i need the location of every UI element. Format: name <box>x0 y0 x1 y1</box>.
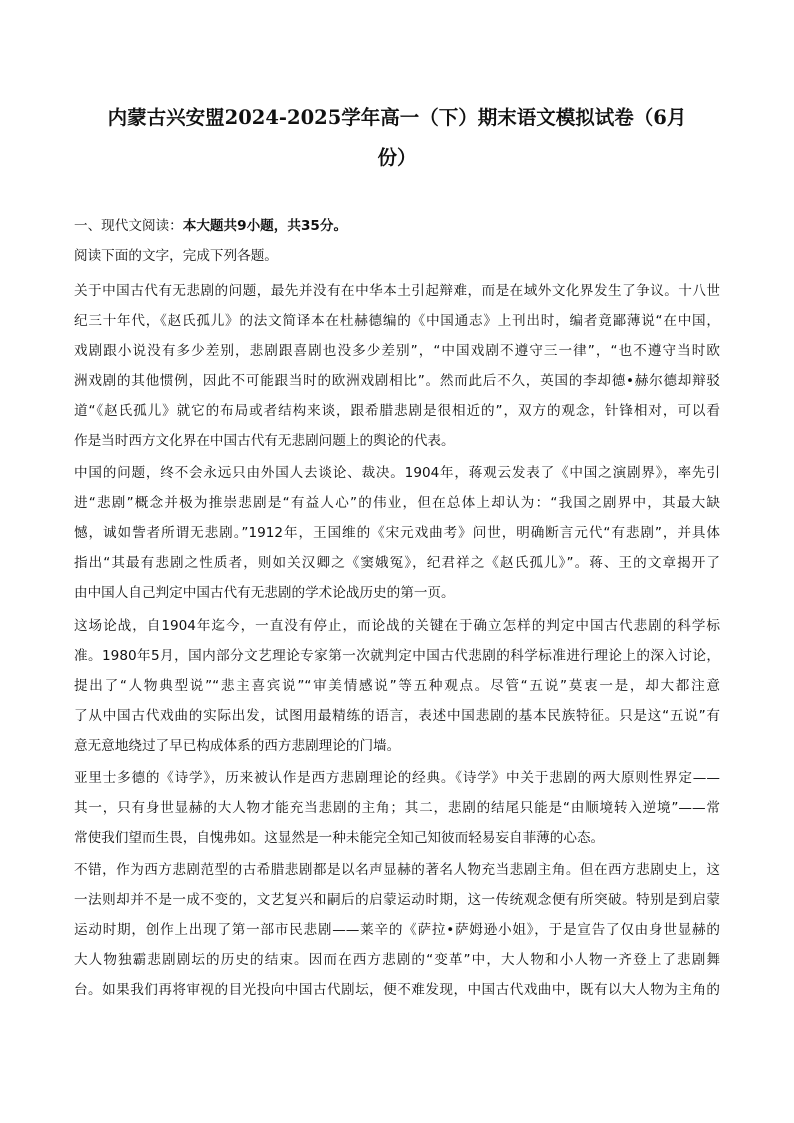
text-line: 亚里士多德的《诗学》，历来被认作是西方悲剧理论的经典。《诗学》中关于悲剧的两大原则性界定—— <box>74 770 720 786</box>
text-line: 戏剧跟小说没有多少差别，悲剧跟喜剧也没多少差别”，“中国戏剧不遵守三一律”，“也不遵守当时欧 <box>74 343 720 359</box>
text-line: 运动时期，创作上出现了第一部市民悲剧——莱辛的《萨拉•萨姆逊小姐》，于是宣告了仅由身世显赫的 <box>74 922 720 938</box>
text-line: 了从中国古代戏曲的实际出发，试图用最精练的语言，表述中国悲剧的基本民族特征。只是这“五说”有 <box>74 708 720 724</box>
section-prefix: 一、现代文阅读： <box>74 218 183 234</box>
instruction-text: 阅读下面的文字，完成下列各题。 <box>74 248 278 264</box>
text-line: 道“《赵氏孤儿》就它的布局或者结构来谈，跟希腊悲剧是很相近的”，双方的观念，针锋相对，可以看 <box>74 403 720 419</box>
text-line: 大人物独霸悲剧剧坛的历史的结束。因而在西方悲剧的“变革”中，大人物和小人物一齐登上了悲剧舞 <box>74 952 720 968</box>
text-line: 一法则却并不是一成不变的，文艺复兴和嗣后的启蒙运动时期，这一传统观念便有所突破。特别是到启蒙 <box>74 892 720 908</box>
document-title-line-2: 份） <box>377 146 417 169</box>
text-line: 纪三十年代，《赵氏孤儿》的法文简译本在杜赫德编的《中国通志》上刊出时，编者竟鄙薄说“在中国， <box>74 313 720 329</box>
text-line: 准。1980年5月，国内部分文艺理论专家第一次就判定中国古代悲剧的科学标准进行理论上的深入讨论， <box>74 648 720 664</box>
text-line: 台。如果我们再将审视的目光投向中国古代剧坛，便不难发现，中国古代戏曲中，既有以大人物为主角的 <box>74 982 720 998</box>
text-line: 常使我们望而生畏，自愧弗如。这显然是一种未能完全知己知彼而轻易妄自菲薄的心态。 <box>74 830 605 846</box>
text-line: 这场论战，自1904年迄今，一直没有停止，而论战的关键在于确立怎样的判定中国古代悲剧的科学标 <box>74 618 720 634</box>
text-line: 进“悲剧”概念并极为推崇悲剧是“有益人心”的伟业，但在总体上却认为：“我国之剧界中，其最大缺 <box>74 495 720 511</box>
text-line: 关于中国古代有无悲剧的问题，最先并没有在中华本土引起辩难，而是在域外文化界发生了争议。十八世 <box>74 283 720 299</box>
section-heading <box>74 211 720 241</box>
text-line: 指出“其最有悲剧之性质者，则如关汉卿之《窦娥冤》，纪君祥之《赵氏孤儿》”。蒋、王的文章揭开了 <box>74 555 720 571</box>
text-line: 由中国人自己判定中国古代有无悲剧的学术论战历史的第一页。 <box>74 585 455 601</box>
text-line: 意无意地绕过了早已构成体系的西方悲剧理论的门墙。 <box>74 738 401 754</box>
text-line: 提出了“人物典型说”“悲主喜宾说”“审美情感说”等五种观点。尽管“五说”莫衷一是，却大都注意 <box>74 678 720 694</box>
text-line: 其一，只有身世显赫的大人物才能充当悲剧的主角；其二，悲剧的结尾只能是“由顺境转入逆境”——常 <box>74 800 720 816</box>
document-title-line-1: 内蒙古兴安盟2024-2025学年高一（下）期末语文模拟试卷（6月 <box>107 106 687 129</box>
text-line: 洲戏剧的其他惯例，因此不可能跟当时的欧洲戏剧相比”。然而此后不久，英国的李却德•赫尔德却辩驳 <box>74 373 720 389</box>
text-line: 憾，诚如訾者所谓无悲剧。”1912年，王国维的《宋元戏曲考》问世，明确断言元代“有悲剧”，并具体 <box>74 525 720 541</box>
section-score: 本大题共9小题，共35分。 <box>182 218 348 234</box>
text-line: 不错，作为西方悲剧范型的古希腊悲剧都是以名声显赫的著名人物充当悲剧主角。但在西方悲剧史上，这 <box>74 862 720 878</box>
text-line: 中国的问题，终不会永远只由外国人去谈论、裁决。1904年，蒋观云发表了《中国之演剧界》，率先引 <box>74 465 720 481</box>
text-line: 作是当时西方文化界在中国古代有无悲剧问题上的舆论的代表。 <box>74 433 455 449</box>
